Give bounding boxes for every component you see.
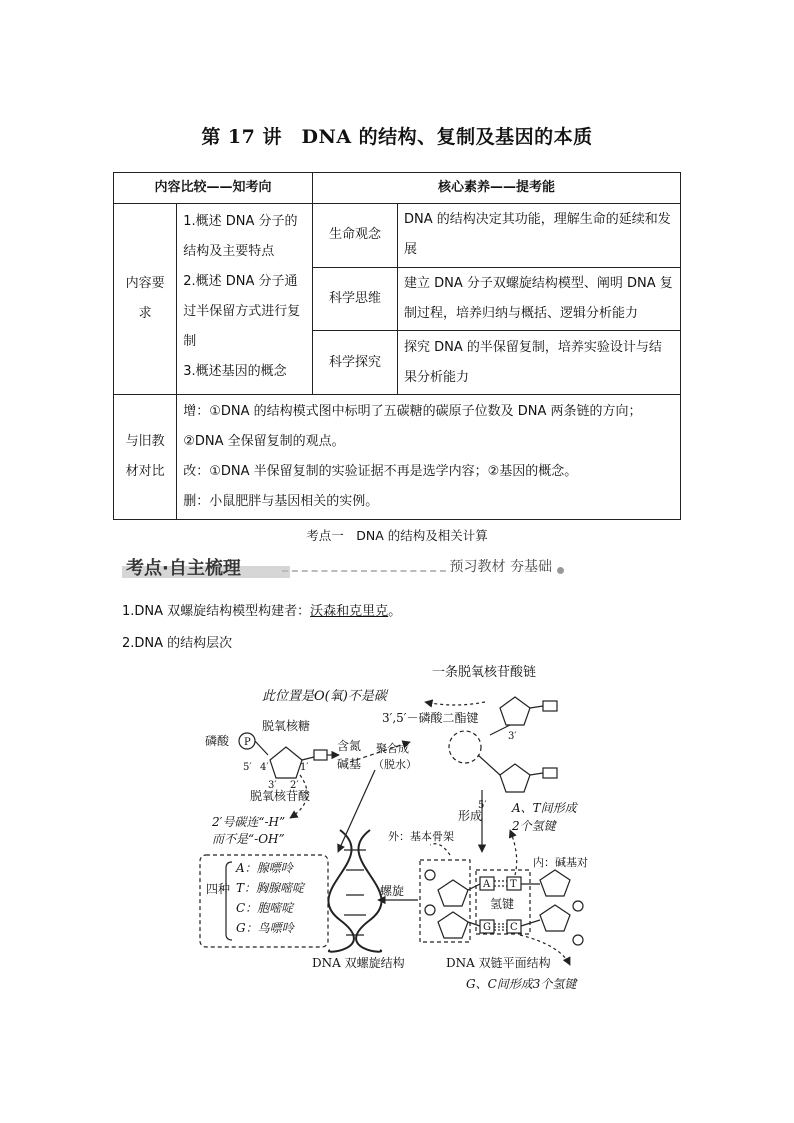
literacy-name: 生命观念 bbox=[313, 204, 398, 268]
bond-highlight bbox=[449, 731, 481, 763]
p1-suffix: 。 bbox=[388, 604, 402, 619]
label-bond: 3′,5′－磷酸二酯键 bbox=[382, 711, 479, 725]
page-title: 第 17 讲 DNA 的结构、复制及基因的本质 bbox=[201, 126, 593, 148]
compare-add: 增：①DNA 的结构模式图中标明了五碳糖的碳原子位数及 DNA 两条链的方向；②DNA 全保留复制的观点。 bbox=[183, 404, 642, 449]
note-h-2: 而不是“-OH” bbox=[212, 832, 285, 846]
label-spiral: 螺旋 bbox=[380, 884, 405, 898]
caption-helix: DNA 双螺旋结构 bbox=[312, 956, 405, 970]
paragraph-2: 2.DNA 的结构层次 bbox=[122, 636, 233, 651]
strand-5prime: 5′ bbox=[478, 800, 487, 811]
label-phosphate: 磷酸 bbox=[205, 734, 230, 748]
table-header-right: 核心素养——提考能 bbox=[313, 173, 681, 204]
base-rect bbox=[314, 750, 327, 760]
note-oxygen: 此位置是O(氧)不是碳 bbox=[262, 689, 387, 704]
literacy-desc: 探究 DNA 的半保留复制，培养实验设计与结果分析能力 bbox=[398, 331, 681, 395]
literacy-name: 科学思维 bbox=[313, 267, 398, 331]
carbon-5: 5′ bbox=[243, 762, 252, 773]
pair-g: G bbox=[483, 922, 491, 933]
label-four-kinds: 四种 bbox=[206, 882, 231, 896]
base-item: G：鸟嘌呤 bbox=[236, 921, 294, 935]
carbon-1: 1′ bbox=[300, 762, 309, 773]
strand-base-1 bbox=[543, 701, 557, 711]
compare-delete: 删：小鼠肥胖与基因相关的实例。 bbox=[183, 494, 379, 509]
note-at-1: A、T间形成 bbox=[512, 801, 577, 815]
literacy-desc: DNA 的结构决定其功能，理解生命的延续和发展 bbox=[398, 204, 681, 268]
p1-answer: 沃森和克里克 bbox=[310, 604, 389, 619]
note-h-1: 2′号碳连“-H” bbox=[212, 815, 286, 829]
backbone-box bbox=[420, 860, 470, 942]
label-outer: 外：基本骨架 bbox=[388, 830, 454, 843]
strand-sugar-2 bbox=[500, 764, 530, 792]
compare-change: 改：①DNA 半保留复制的实验证据不再是选学内容；②基因的概念。 bbox=[183, 464, 578, 479]
label-strand: 一条脱氧核苷酸链 bbox=[432, 665, 537, 680]
section-title: 考点一 DNA 的结构及相关计算 bbox=[306, 528, 488, 543]
note-gc: G、C间形成3个氢键 bbox=[466, 977, 577, 991]
strand-3prime: 3′ bbox=[508, 731, 517, 742]
strand-base-2 bbox=[543, 768, 557, 778]
literacy-name: 科学探究 bbox=[313, 331, 398, 395]
pair-c: C bbox=[510, 922, 518, 933]
base-item: C：胞嘧啶 bbox=[236, 901, 294, 915]
label-base-1: 含氮 bbox=[337, 739, 362, 753]
label-form: 形成 bbox=[458, 809, 483, 823]
compare-label: 与旧教材对比 bbox=[114, 395, 177, 520]
p1-prefix: 1.DNA 双螺旋结构模型构建者： bbox=[122, 604, 311, 619]
label-polymerize: 聚合成 bbox=[376, 742, 409, 755]
req-item: 3.概述基因的概念 bbox=[183, 364, 287, 379]
banner-right: 预习教材 夯基础 bbox=[449, 559, 552, 575]
label-base-2: 碱基 bbox=[337, 757, 362, 771]
caption-plane: DNA 双链平面结构 bbox=[446, 956, 551, 970]
req-item: 2.概述 DNA 分子通过半保留方式进行复制 bbox=[183, 274, 301, 349]
req-label: 内容要求 bbox=[114, 204, 177, 395]
table-header-left: 内容比较——知考向 bbox=[114, 173, 313, 204]
label-nucleotide: 脱氧核苷酸 bbox=[250, 789, 311, 803]
carbon-4: 4′ bbox=[260, 762, 269, 773]
base-item: A：腺嘌呤 bbox=[236, 861, 293, 875]
carbon-3: 3′ bbox=[268, 780, 277, 791]
deoxyribose-pentagon bbox=[270, 747, 302, 778]
label-inner: 内：碱基对 bbox=[533, 856, 588, 869]
label-dehydrate: （脱水） bbox=[373, 758, 417, 771]
req-item: 1.概述 DNA 分子的结构及主要特点 bbox=[183, 214, 298, 259]
banner-left: 考点·自主梳理 bbox=[126, 558, 241, 579]
base-item: T：胸腺嘧啶 bbox=[236, 881, 305, 895]
label-p: P bbox=[244, 737, 251, 748]
pair-a: A bbox=[483, 879, 491, 890]
literacy-desc: 建立 DNA 分子双螺旋结构模型、阐明 DNA 复制过程，培养归纳与概括、逻辑分析能力 bbox=[398, 267, 681, 331]
strand-sugar-1 bbox=[500, 697, 530, 725]
label-hbond: 氢键 bbox=[490, 897, 515, 911]
label-sugar: 脱氧核糖 bbox=[262, 719, 311, 733]
note-at-2: 2个氢键 bbox=[512, 819, 556, 833]
carbon-2: 2′ bbox=[290, 780, 299, 791]
pair-t: T bbox=[510, 879, 517, 890]
